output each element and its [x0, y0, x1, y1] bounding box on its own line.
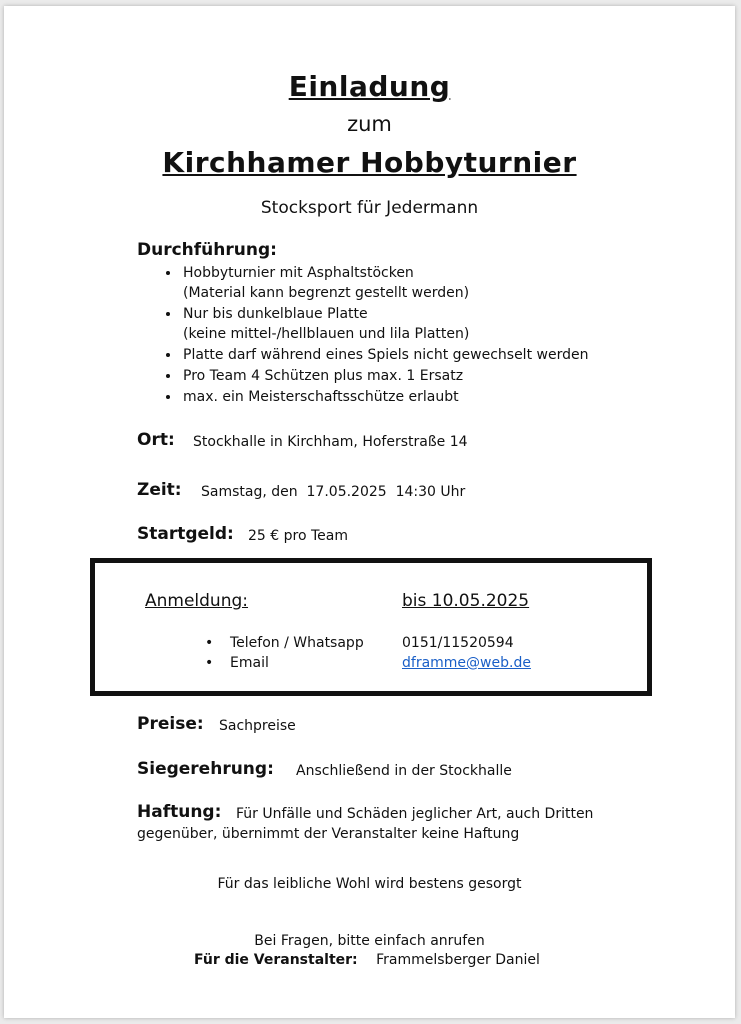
startgeld-label: Startgeld:	[137, 524, 234, 544]
contact-phone-value: 0151/11520594	[402, 635, 514, 651]
title-tournament: Kirchhamer Hobbyturnier	[162, 146, 577, 179]
siegerehrung-label: Siegerehrung:	[137, 759, 274, 779]
list-item	[181, 366, 588, 386]
zeit-value: Samstag, den 17.05.2025 14:30 Uhr	[201, 484, 466, 500]
invitation-page	[4, 6, 735, 1018]
list-item-text: max. ein Meisterschaftsschütze erlaubt	[183, 389, 459, 405]
list-item-text: Nur bis dunkelblaue Platte	[183, 306, 368, 322]
anmeldung-deadline: bis 10.05.2025	[402, 591, 530, 611]
startgeld-value: 25 € pro Team	[248, 528, 348, 544]
zeit-label: Zeit:	[137, 480, 182, 500]
list-item	[181, 263, 588, 303]
list-item	[181, 345, 588, 365]
bullet-dot: •	[205, 635, 214, 651]
haftung-label: Haftung:	[137, 802, 222, 822]
title-einladung: Einladung	[288, 70, 451, 103]
list-item-subtext: (keine mittel-/hellblauen und lila Platten)	[183, 326, 470, 342]
list-item	[181, 304, 588, 344]
title-zum: zum	[347, 112, 392, 136]
list-item-text: Platte darf während eines Spiels nicht gewechselt werden	[183, 347, 589, 363]
list-item-subtext: (Material kann begrenzt gestellt werden)	[183, 285, 470, 301]
preise-value: Sachpreise	[219, 718, 296, 734]
footer-organizer	[194, 952, 540, 968]
durchfuehrung-list	[137, 263, 588, 408]
bullet-dot: •	[205, 655, 214, 671]
registration-box	[90, 558, 652, 696]
siegerehrung-value: Anschließend in der Stockhalle	[296, 763, 512, 779]
organizer-label: Für die Veranstalter:	[194, 952, 358, 968]
list-item-text: Pro Team 4 Schützen plus max. 1 Ersatz	[183, 368, 464, 384]
durchfuehrung-heading: Durchführung:	[137, 240, 277, 260]
list-item-text: Hobbyturnier mit Asphaltstöcken	[183, 265, 414, 281]
subtitle: Stocksport für Jedermann	[260, 198, 479, 218]
verpflegung-note: Für das leibliche Wohl wird bestens gesorgt	[217, 876, 522, 892]
contact-email-link[interactable]: dframme@web.de	[402, 655, 531, 671]
ort-value: Stockhalle in Kirchham, Hoferstraße 14	[193, 434, 468, 450]
preise-label: Preise:	[137, 714, 204, 734]
organizer-name: Frammelsberger Daniel	[376, 952, 540, 968]
contact-phone-label: Telefon / Whatsapp	[230, 635, 364, 651]
ort-label: Ort:	[137, 430, 175, 450]
footer-question: Bei Fragen, bitte einfach anrufen	[254, 933, 485, 949]
list-item	[181, 387, 588, 407]
contact-email-label: Email	[230, 655, 269, 671]
haftung-line2: gegenüber, übernimmt der Veranstalter keine Haftung	[137, 826, 520, 842]
haftung-line1: Für Unfälle und Schäden jeglicher Art, auch Dritten	[236, 806, 594, 822]
anmeldung-label: Anmeldung:	[145, 591, 249, 611]
